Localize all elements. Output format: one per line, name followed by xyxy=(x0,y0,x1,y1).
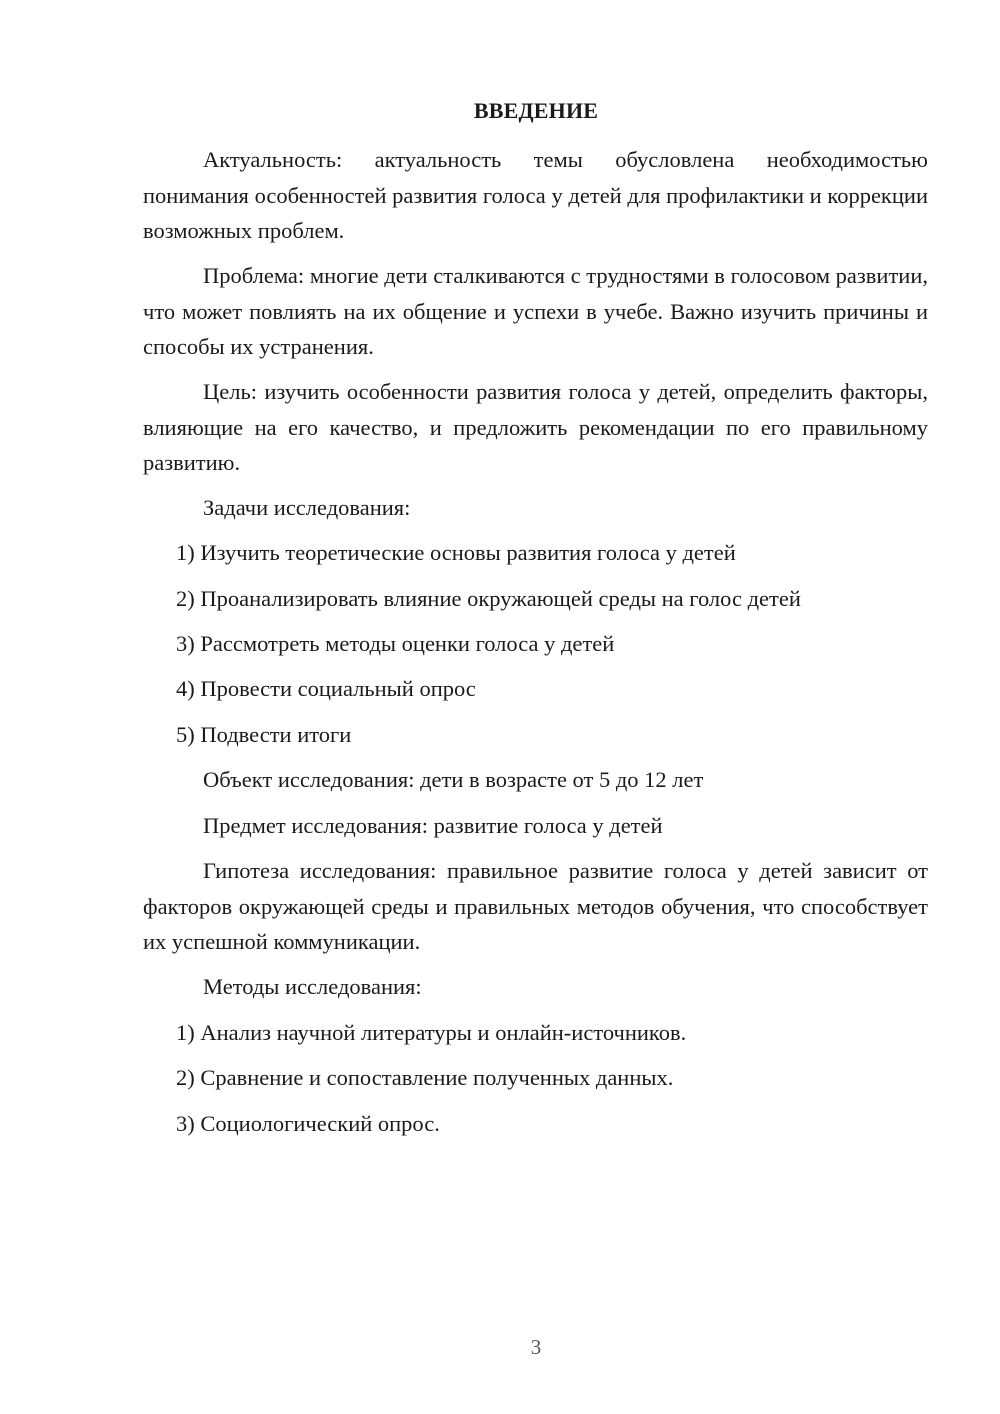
task-item-3: 3) Рассмотреть методы оценки голоса у детей xyxy=(176,631,615,656)
page-number: 3 xyxy=(530,1335,542,1359)
method-item-2: 2) Сравнение и сопоставление полученных данных. xyxy=(176,1065,674,1090)
problem-paragraph: Проблема: многие дети сталкиваются с трудностями в голосовом развитии, что может повлиять на их общение и успехи в учебе. Важно изучить причины и способы их устранения. xyxy=(143,263,928,359)
task-item-5: 5) Подвести итоги xyxy=(176,722,352,747)
goal-paragraph: Цель: изучить особенности развития голоса у детей, определить факторы, влияющие на его качество, и предложить рекомендации по его правильному развитию. xyxy=(143,379,928,475)
method-item-3: 3) Социологический опрос. xyxy=(176,1111,440,1136)
research-object: Объект исследования: дети в возрасте от 5 до 12 лет xyxy=(203,767,704,792)
task-item-2: 2) Проанализировать влияние окружающей среды на голос детей xyxy=(176,586,801,611)
hypothesis-paragraph: Гипотеза исследования: правильное развитие голоса у детей зависит от факторов окружающей среды и правильных методов обучения, что способствует их успешной коммуникации. xyxy=(143,858,928,954)
method-item-1: 1) Анализ научной литературы и онлайн-источников. xyxy=(176,1020,687,1045)
relevance-paragraph: Актуальность: актуальность темы обусловлена необходимостью понимания особенностей развития голоса у детей для профилактики и коррекции возможных проблем. xyxy=(143,147,928,243)
section-heading: ВВЕДЕНИЕ xyxy=(473,98,599,123)
tasks-heading: Задачи исследования: xyxy=(203,495,411,520)
task-item-4: 4) Провести социальный опрос xyxy=(176,676,476,701)
methods-heading: Методы исследования: xyxy=(203,974,422,999)
task-item-1: 1) Изучить теоретические основы развития голоса у детей xyxy=(176,540,736,565)
research-subject: Предмет исследования: развитие голоса у детей xyxy=(203,813,663,838)
